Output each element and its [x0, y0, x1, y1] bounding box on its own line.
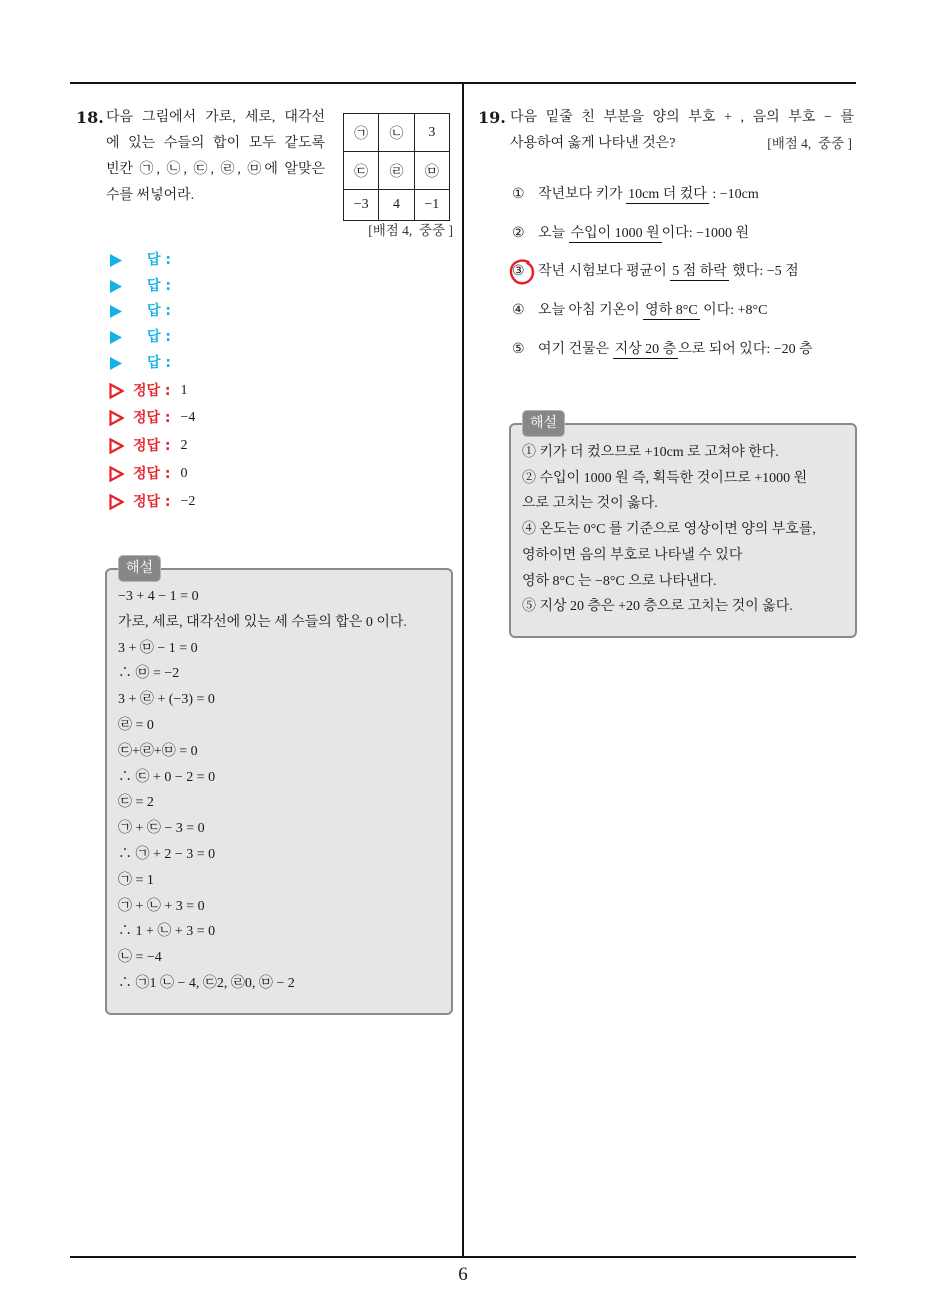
answer-prompt-row — [110, 301, 171, 321]
answer-prompt-row — [110, 276, 171, 296]
filled-triangle-icon — [110, 254, 147, 267]
filled-triangle-icon — [110, 280, 147, 293]
filled-triangle-icon — [110, 305, 147, 318]
correct-answer-label: 정답 : — [133, 438, 171, 454]
explanation-line: ∴ ㉠ + 2 − 3 = 0 — [118, 846, 216, 862]
explanation-line: 영하 8°C 는 −8°C 으로 나타낸다. — [522, 573, 717, 589]
score-label-19: [배점 4, 중중 ] — [767, 136, 852, 151]
question-number-19: 19. — [478, 108, 506, 127]
explanation-line: ㉡ = −4 — [118, 950, 162, 966]
option-number: ② — [512, 226, 525, 241]
explanation-tab-19: 해설 — [522, 410, 565, 437]
grid-cell: ㉡ — [379, 114, 414, 152]
grid-row — [344, 152, 450, 190]
option-underlined-text: 영하 8°C — [645, 303, 698, 318]
option-number: ③ — [512, 264, 525, 279]
grid-cell: ㉢ — [344, 152, 379, 190]
question-text-line: 빈칸 ㉠, ㉡, ㉢, ㉣, ㉤에 알맞은 — [106, 162, 325, 177]
explanation-line: 가로, 세로, 대각선에 있는 세 수들의 합은 0 이다. — [118, 614, 407, 630]
answer-prompt-row — [110, 353, 171, 373]
grid-cell: −1 — [414, 190, 449, 221]
explanation-line: 으로 고치는 것이 옳다. — [522, 496, 658, 512]
correct-answer-label: 정답 : — [133, 466, 171, 482]
option-text: 작년 시험보다 평균이 — [538, 264, 671, 279]
magic-square-grid — [343, 113, 450, 221]
correct-answer-label: 정답 : — [133, 383, 171, 399]
hollow-triangle-icon — [109, 410, 133, 426]
question-text-line: 에 있는 수들의 합이 모두 같도록 — [106, 136, 325, 151]
answer-prompt-row — [110, 250, 171, 270]
explanation-tab-18: 해설 — [118, 555, 161, 582]
explanation-line: ㉢ = 2 — [118, 795, 154, 811]
hollow-triangle-icon — [109, 438, 133, 454]
answer-prompt-label: 답 : — [147, 303, 171, 319]
correct-answer-row — [109, 406, 195, 430]
explanation-line: ① 키가 더 컸으므로 +10cm 로 고쳐야 한다. — [522, 445, 779, 460]
question-text-line: 다음 밑줄 친 부분을 양의 부호 + , 음의 부호 − 를 — [510, 110, 854, 125]
explanation-line: ∴ ㉤ = −2 — [118, 666, 180, 682]
answer-prompt-label: 답 : — [147, 329, 171, 345]
correct-answer-value: 1 — [180, 383, 188, 398]
explanation-line: 영하이면 음의 부호로 나타낼 수 있다 — [522, 547, 743, 563]
answer-prompt-row — [110, 327, 171, 347]
explanation-line: ㉣ = 0 — [118, 717, 154, 733]
correct-answer-row — [109, 462, 188, 486]
explanation-line: ㉠ + ㉡ + 3 = 0 — [118, 898, 205, 914]
explanation-line: ㉠ = 1 — [118, 872, 154, 888]
option-text: : −10cm — [708, 187, 759, 202]
option-row — [512, 182, 759, 208]
explanation-line: ② 수입이 1000 원 즉, 획득한 것이므로 +1000 원 — [522, 470, 808, 486]
correct-answer-row — [109, 434, 188, 458]
footer-rule — [70, 1256, 856, 1258]
correct-answer-row — [109, 490, 195, 514]
option-row — [512, 337, 813, 363]
explanation-line: 3 + ㉣ + (−3) = 0 — [118, 692, 215, 708]
explanation-line: ㉠ + ㉢ − 3 = 0 — [118, 821, 205, 837]
option-text: 여기 건물은 — [538, 342, 613, 357]
option-text: 했다: −5 점 — [728, 264, 799, 279]
option-number: ⑤ — [512, 342, 525, 357]
question-number-18: 18. — [76, 108, 104, 127]
option-number: ④ — [512, 303, 525, 318]
explanation-line: 3 + ㉤ − 1 = 0 — [118, 640, 198, 656]
filled-triangle-icon — [110, 357, 147, 370]
option-row — [512, 259, 799, 285]
option-underlined-text: 5 점 하락 — [672, 264, 727, 279]
hollow-triangle-icon — [109, 494, 133, 510]
grid-row — [344, 114, 450, 152]
question-text-line: 다음 그림에서 가로, 세로, 대각선 — [106, 110, 325, 125]
option-number: ① — [512, 187, 525, 202]
grid-cell: −3 — [344, 190, 379, 221]
correct-answer-row — [109, 379, 188, 403]
question-18-text — [106, 105, 325, 209]
column-divider — [462, 82, 464, 1257]
option-text: 오늘 — [538, 226, 569, 241]
option-underlined-text: 10cm 더 컸다 — [628, 187, 707, 202]
explanation-line: ∴ ㉢ + 0 − 2 = 0 — [118, 769, 216, 785]
filled-triangle-icon — [110, 331, 147, 344]
page-number: 6 — [458, 1264, 468, 1285]
question-text-line: 사용하여 옳게 나타낸 것은? — [510, 136, 676, 151]
hollow-triangle-icon — [109, 466, 133, 482]
explanation-line: ⑤ 지상 20 층은 +20 층으로 고치는 것이 옳다. — [522, 599, 793, 615]
grid-cell: ㉠ — [344, 114, 379, 152]
grid-cell: ㉤ — [414, 152, 449, 190]
explanation-line: ㉢+㉣+㉤ = 0 — [118, 743, 198, 759]
correct-answer-label: 정답 : — [133, 410, 171, 426]
explanation-line: ∴ 1 + ㉡ + 3 = 0 — [118, 924, 216, 940]
correct-answer-label: 정답 : — [133, 494, 171, 510]
option-underlined-text: 수입이 1000 원 — [570, 226, 660, 241]
option-underlined-text: 지상 20 층 — [614, 342, 677, 357]
option-text: 작년보다 키가 — [538, 187, 627, 202]
explanation-text-18 — [118, 584, 407, 997]
correct-answer-value: −4 — [180, 410, 196, 425]
explanation-line: ④ 온도는 0°C 를 기준으로 영상이면 양의 부호를, — [522, 522, 816, 538]
option-row — [512, 221, 749, 247]
grid-row — [344, 190, 450, 221]
grid-cell: 4 — [379, 190, 414, 221]
score-label-18: [배점 4, 중중 ] — [368, 223, 453, 238]
correct-answer-value: −2 — [180, 494, 196, 509]
explanation-line: −3 + 4 − 1 = 0 — [118, 589, 199, 604]
correct-answer-value: 2 — [180, 438, 188, 453]
grid-cell: 3 — [414, 114, 449, 152]
question-text-line: 수를 써넣어라. — [106, 188, 195, 203]
option-row — [512, 298, 767, 324]
option-text: 이다: −1000 원 — [661, 226, 750, 241]
explanation-text-19 — [522, 440, 816, 620]
correct-answer-value: 0 — [180, 466, 188, 481]
answer-prompt-label: 답 : — [147, 252, 171, 268]
grid-cell: ㉣ — [379, 152, 414, 190]
explanation-line: ∴ ㉠1 ㉡ − 4, ㉢2, ㉣0, ㉤ − 2 — [118, 975, 295, 991]
option-text: 이다: +8°C — [699, 303, 768, 318]
option-text: 오늘 아침 기온이 — [538, 303, 644, 318]
hollow-triangle-icon — [109, 383, 133, 399]
answer-prompt-label: 답 : — [147, 278, 171, 294]
answer-prompt-label: 답 : — [147, 355, 171, 371]
option-text: 으로 되어 있다: −20 층 — [678, 342, 813, 357]
